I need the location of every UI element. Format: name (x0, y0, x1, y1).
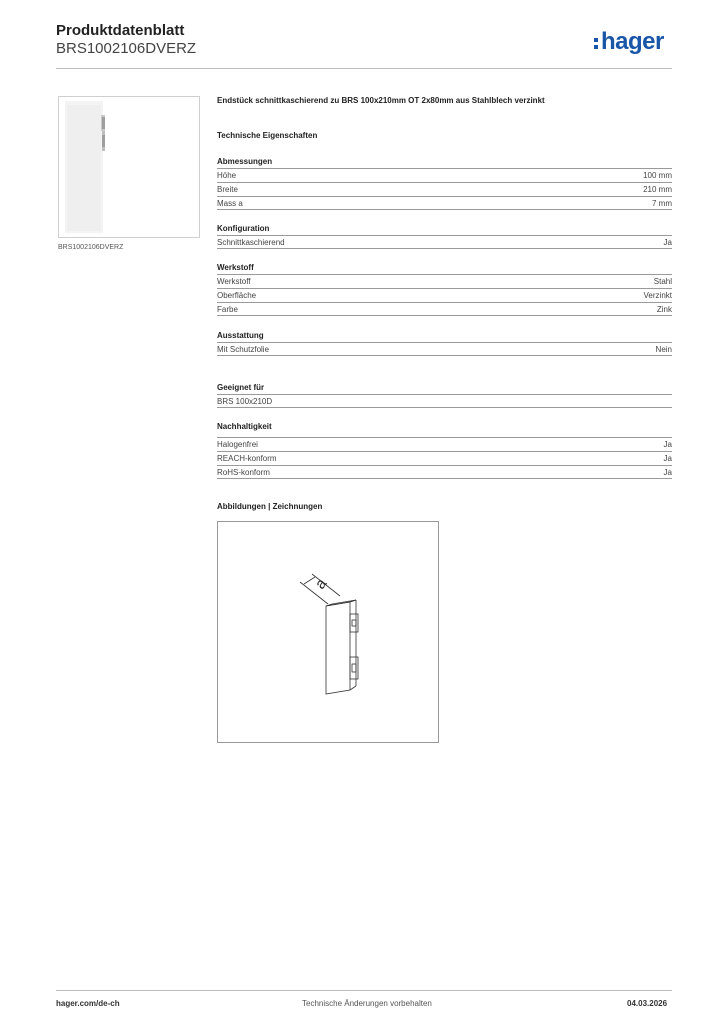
property-label: Farbe (217, 305, 238, 314)
logo-text: hager (601, 28, 664, 55)
hager-logo (594, 28, 664, 56)
end-piece-drawing-icon (218, 522, 438, 742)
footer-disclaimer: Technische Änderungen vorbehalten (302, 999, 432, 1008)
drawings-heading: Abbildungen | Zeichnungen (217, 502, 323, 511)
end-piece-photo-icon (59, 97, 199, 237)
property-row-halogen-free (217, 437, 672, 451)
property-row-cut-concealing (217, 235, 672, 249)
property-label: RoHS-konform (217, 468, 270, 477)
property-row-mass-a (217, 196, 672, 210)
property-value: Ja (663, 468, 672, 477)
property-value: Nein (655, 345, 672, 354)
property-value: 100 mm (643, 171, 672, 180)
property-row-material (217, 274, 672, 288)
dimension-label: a (311, 575, 331, 593)
property-value: Stahl (653, 277, 672, 286)
property-row-rohs (217, 465, 672, 479)
property-label: BRS 100x210D (217, 397, 273, 406)
property-row-surface (217, 288, 672, 302)
property-label: Breite (217, 185, 238, 194)
property-value: Verzinkt (643, 291, 672, 300)
property-label: Höhe (217, 171, 237, 180)
header-divider (56, 68, 672, 69)
property-value: Ja (663, 454, 672, 463)
logo-dots-icon (594, 35, 600, 49)
footer-divider (56, 990, 672, 991)
section-heading-suitable-for: Geeignet für (217, 383, 265, 392)
property-value: 7 mm (652, 199, 672, 208)
property-label: Schnittkaschierend (217, 238, 285, 247)
property-label: REACH-konform (217, 454, 277, 463)
property-value: Zink (656, 305, 672, 314)
footer-date: 04.03.2026 (627, 999, 668, 1008)
property-row-height (217, 168, 672, 182)
footer-website-link[interactable]: hager.com/de-ch (56, 999, 120, 1008)
property-label: Mass a (217, 199, 243, 208)
technical-drawing (217, 521, 439, 743)
product-image-caption: BRS1002106DVERZ (58, 244, 124, 251)
technical-properties-heading: Technische Eigenschaften (217, 131, 318, 140)
property-row-protective-film (217, 342, 672, 356)
page-title: Produktdatenblatt (56, 22, 185, 39)
section-heading-material: Werkstoff (217, 263, 254, 272)
section-heading-sustainability: Nachhaltigkeit (217, 422, 272, 431)
section-heading-equipment: Ausstattung (217, 331, 264, 340)
section-heading-dimensions: Abmessungen (217, 157, 273, 166)
property-row-suitable-product (217, 394, 672, 408)
property-label: Halogenfrei (217, 440, 258, 449)
property-value: 210 mm (643, 185, 672, 194)
property-label: Mit Schutzfolie (217, 345, 270, 354)
section-heading-configuration: Konfiguration (217, 224, 270, 233)
product-image (58, 96, 200, 238)
product-code: BRS1002106DVERZ (56, 40, 197, 57)
property-row-width (217, 182, 672, 196)
product-description: Endstück schnittkaschierend zu BRS 100x210mm OT 2x80mm aus Stahlblech verzinkt (217, 96, 545, 105)
property-label: Oberfläche (217, 291, 257, 300)
property-value: Ja (663, 238, 672, 247)
property-label: Werkstoff (217, 277, 251, 286)
property-row-reach (217, 451, 672, 465)
property-value: Ja (663, 440, 672, 449)
property-row-color (217, 302, 672, 316)
